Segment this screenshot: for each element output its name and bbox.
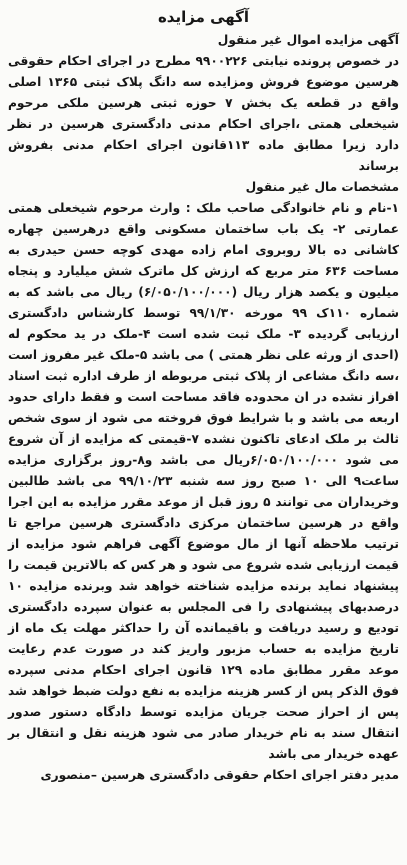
notice-title: آگهی مزایده [157, 8, 250, 26]
specs-heading: مشخصات مال غیر منقول [245, 180, 399, 194]
notice-subtitle: آگهی مزایده اموال غیر منقول [217, 33, 399, 47]
signature-line: مدیر دفتر اجرای احکام حقوقی دادگستری هرسین –منصوری [40, 768, 399, 782]
notice-intro: در خصوص پرونده نیابتی ۹۹۰۰۲۲۶ مطرح در اجرای احکام حقوقی هرسین موضوع فروش ومزایده سه دانگ پلاک ثبتی ۱۳۶۵ اصلی واقع در قطعه یک بخش ۷ حوزه ثبتی هرسین ملکی مرحوم شیخعلی همتی ،اجرای احکام مدنی دادگستری هرسین در نظر دارد زیرا مطابق ماده ۱۱۳قانون اجرای احکام مدنی بفروش برساند [8, 54, 400, 173]
notice-body: ۱-نام و نام خانوادگی صاحب ملک : وارث مرحوم شیخعلی همتی عمارتی ۲- یک باب ساختمان مسکونی واقع درهرسین چهاره کاشانی ده بالا روبروی امام زاده مهدی کوچه حسن حیدری به مساحت ۶۳۶ متر مربع که ارزش کل ماترک شش میلیارد و پنجاه میلیون و یکصد هزار ریال (۶/۰۵۰/۱۰۰/۰۰۰) ریال می باشد که به شماره ۱۱۰ک ۹۹ مورخه ۹۹/۱/۳۰ توسط کارشناس دادگستری ارزیابی گردیده ۳- ملک ثبت شده است ۴-ملک در ید محکوم له (احدی از ورثه علی نظر همتی ) می باشد ۵-ملک غیر مفروز است ،سه دانگ مشاعی از پلاک ثبتی مربوطه از طرف اداره ثبت اسناد افراز نشده در ان محدوده فاقد مساحت است و فقط دارای حدود اربعه می باشد و با شرایط فوق فروخته می شود از سوی شخص ثالث بر ملک ادعای تاکنون نشده ۷-قیمتی که مزایده از آن شروع می شود ۶/۰۵۰/۱۰۰/۰۰۰ریال می باشد و۸-روز برگزاری مزایده ساعت۹ الی ۱۰ صبح روز سه شنبه ۹۹/۱۰/۲۳ می باشد طالبین وخریداران می توانند ۵ روز قبل از موعد مقرر مزایده به این اجرا واقع در هرسین ساختمان مرکزی دادگستری هرسین مراجع تا ترتیب ملاحظه آنها از مال موضوع آگهی فراهم شود مزایده از قیمت ارزیابی شده شروع می شود و هر کس که بالاترین قیمت را پیشنهاد نماید برنده مزایده شناخته خواهد شد وبرنده مزایده ۱۰ درصدبهای پیشنهادی را فی المجلس به عنوان سپرده دادگستری تودیع و رسید دریافت و باقیمانده آن را حداکثر مهلت یک ماه از تاریخ مزایده به حساب مزبور واریز کند در صورت عدم رعایت موعد مقرر مطابق ماده ۱۲۹ قانون اجرای احکام مدنی سپرده فوق الذکر پس از کسر هزینه مزایده به نفع دولت ضبط خواهد شد پس از احراز صحت جریان مزایده توسط دادگاه دستور صدور انتقال سند به نام خریدار صادر می شود هزینه نقل و انتقال بر عهده خریدار می باشد [8, 201, 400, 761]
